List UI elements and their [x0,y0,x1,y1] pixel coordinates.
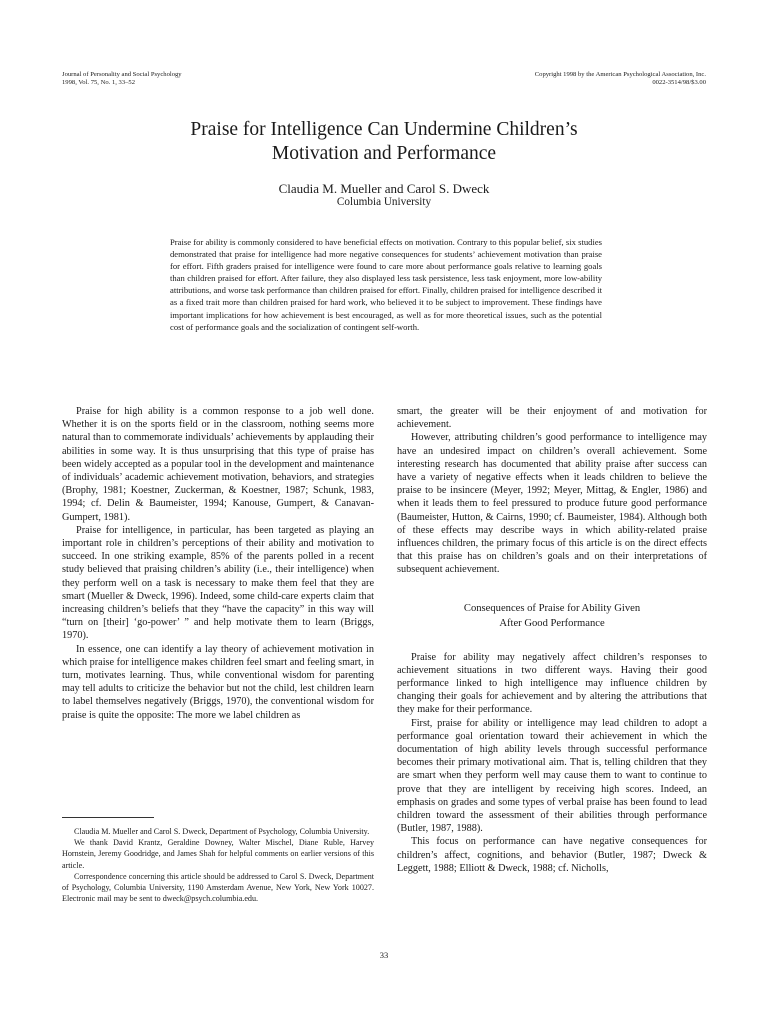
body-paragraph: smart, the greater will be their enjoyment of and motivation for achievement. [397,406,707,431]
body-column-right [397,405,707,875]
body-column-left [62,405,374,722]
copyright-notice [535,71,706,87]
page-number: 33 [379,950,389,960]
body-paragraph: Praise for ability may negatively affect children’s responses to achievement situations in two different ways. Having their good performance linked to high intelligence may influence children by changing their goals for achievement and by altering the attributions that they make for their performance. [397,651,707,716]
body-paragraph: Praise for high ability is a common response to a job well done. Whether it is on the sports field or in the classroom, nothing seems more natural than to commemorate individuals’ achievements by applauding their abilities in some way. It is thus unsurprising that this type of praise has been widely accepted as a popular tool in the development and maintenance of individuals’ academic achievement motivation, behaviors, and strategies (Brophy, 1981; Koestner, Zuckerman, & Koestner, 1987; Schunk, 1983, 1994; cf. Delin & Baumeister, 1994; Kanouse, Gumpert, & Canavan-Gumpert, 1981). [62,406,374,523]
journal-volume: 1998, Vol. 75, No. 1, 33–52 [62,79,136,86]
article-title [0,118,768,166]
journal-citation [62,71,182,87]
article-title-line-2: Motivation and Performance [271,143,497,164]
author-affiliation: Columbia University [336,196,432,208]
section-heading-line-1: Consequences of Praise for Ability Given [463,602,641,614]
journal-name: Journal of Personality and Social Psychology [62,71,182,78]
abstract-text: Praise for ability is commonly considered to have beneficial effects on motivation. Contrary to this popular belief, six studies demonstrated that praise for intelligence had more negative consequences for students’ achievement motivation than praise for effort. Fifth graders praised for intelligence were found to care more about performance goals relative to learning goals than children praised for effort. After failure, they also displayed less task persistence, less task enjoyment, more low-ability attributions, and worse task performance than children praised for effort. Finally, children praised for intelligence described it as a fixed trait more than children praised for hard work, who believed it to be subject to improvement. These findings have important implications for how achievement is best encouraged, as well as for more theoretical issues, such as the potential cost of performance goals and the socialization of contingent self-worth. [170,237,602,332]
body-paragraph: First, praise for ability or intelligence may lead children to adopt a performance goal orientation toward their achievement in which the documentation of high ability levels through successful performance becomes their primary motivational aim. That is, telling children that they are smart when they perform well may cause them to want to continue to prove that they are intelligent by receiving high scores. Indeed, an emphasis on grades and some types of verbal praise has been found to lead children toward the assessment of their abilities through performance (Butler, 1987, 1988). [397,717,707,835]
article-title-line-1: Praise for Intelligence Can Undermine Children’s [190,119,578,140]
body-paragraph: In essence, one can identify a lay theory of achievement motivation in which praise for intelligence makes children feel smart and feeling smart, in turn, motivates learning. Thus, while conventional wisdom for parenting may tell adults to criticize the behavior but not the child, lest children learn to label themselves negatively (Briggs, 1970), the conventional wisdom for praise is quite the opposite: The more we label children as [62,643,374,721]
author-footnotes [62,826,374,904]
section-heading-line-2: After Good Performance [499,617,605,629]
footnote-paragraph: Claudia M. Mueller and Carol S. Dweck, Department of Psychology, Columbia University. [74,827,370,836]
footnote-paragraph: We thank David Krantz, Geraldine Downey, Walter Mischel, Diane Ruble, Harvey Hornstein, Jeremy Goodridge, and James Shah for helpful comments on earlier versions of this article. [62,838,374,870]
issn-code: 0022-3514/98/$3.00 [652,79,706,86]
footnote-divider [62,817,154,818]
footnote-paragraph: Correspondence concerning this article should be addressed to Carol S. Dweck, Department of Psychology, Columbia University, 1190 Amsterdam Avenue, New York, New York 10027. Electronic mail may be sent to dweck@psych.columbia.edu. [62,871,374,904]
body-paragraph: This focus on performance can have negative consequences for children’s affect, cognitions, and behavior (Butler, 1987; Dweck & Leggett, 1988; Elliott & Dweck, 1988; cf. Nicholls, [397,836,707,874]
copyright-line: Copyright 1998 by the American Psychological Association, Inc. [534,71,706,78]
abstract [170,236,602,333]
body-paragraph: Praise for intelligence, in particular, has been targeted as playing an important role in children’s perceptions of their ability and motivation to succeed. In one striking example, 85% of the parents polled in a recent study believed that praising children’s ability (i.e., their intelligence) when they perform well on a task is necessary to make them feel that they are smart (Mueller & Dweck, 1996). Indeed, some child-care experts claim that increasing children’s beliefs that they “have the capacity” in this way will “turn on [their] ‘go-power’ ” and help motivate them to learn (Briggs, 1970). [62,524,374,642]
author-list: Claudia M. Mueller and Carol S. Dweck [278,181,490,196]
body-paragraph: However, attributing children’s good performance to intelligence may have an undesired impact on children’s overall achievement. Some interesting research has documented that ability praise after success can have a variety of negative effects when it leads children to believe the praise to be insincere (Meyer, 1992; Meyer, Mittag, & Engler, 1986) and when it leads them to feel pressured to produce future good performance (Baumeister, Hutton, & Cairns, 1990; cf. Baumeister, 1984). Although both of these effects may describe ways in which ability-related praise influences children, the primary focus of this article is on the direct effects that this praise has on children’s goals and on their interpretations of subsequent achievement. [397,432,707,576]
section-heading [397,601,707,631]
